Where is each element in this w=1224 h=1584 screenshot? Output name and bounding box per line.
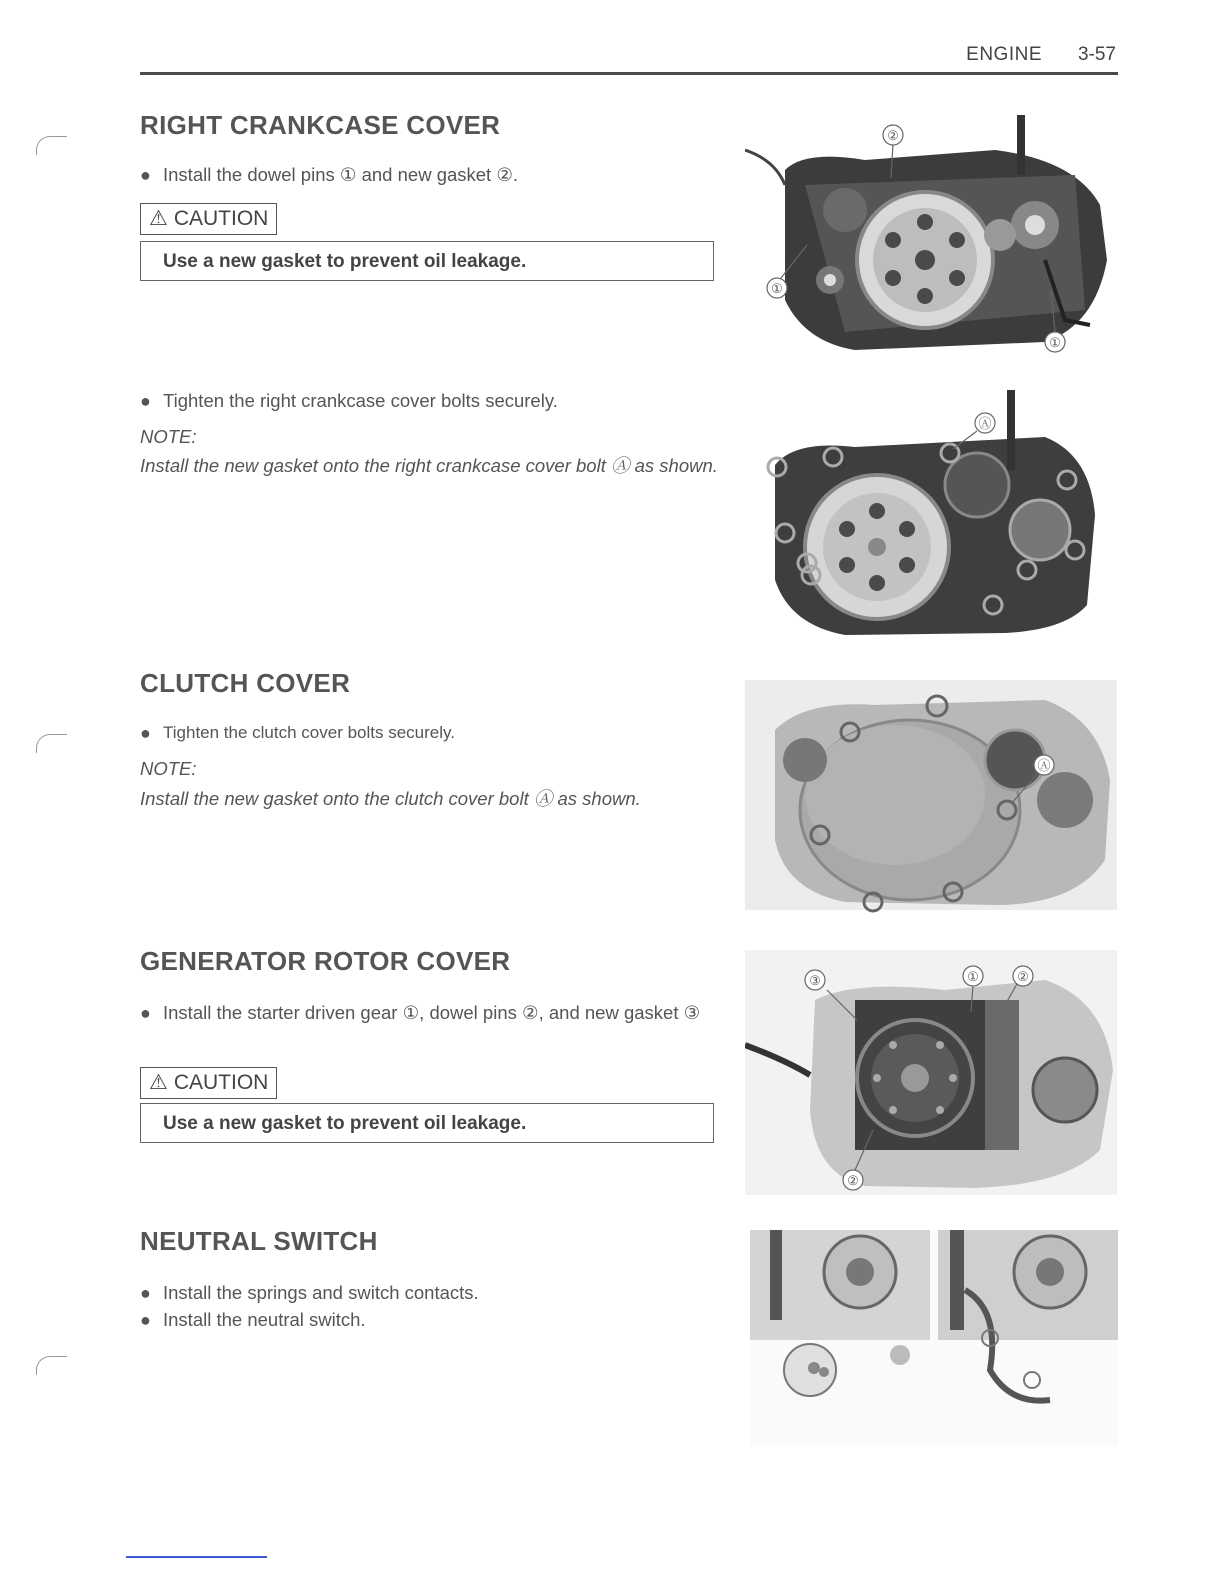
- callout-label: Ⓐ: [1037, 758, 1051, 773]
- caution-box: [140, 241, 714, 281]
- note-label: NOTE:: [140, 758, 197, 779]
- caution-tag: [140, 203, 277, 235]
- note-text: Install the new gasket onto the right crankcase cover bolt Ⓐ as shown.: [140, 455, 718, 476]
- list-item: [140, 1280, 730, 1306]
- section-name: ENGINE: [966, 44, 1042, 65]
- step-text: Install the springs and switch contacts.: [163, 1282, 479, 1303]
- heading-generator-rotor-cover: GENERATOR ROTOR COVER: [140, 946, 511, 976]
- heading-clutch-cover: CLUTCH COVER: [140, 668, 351, 698]
- binder-mark: [36, 136, 67, 155]
- binder-mark: [36, 1356, 67, 1375]
- callout-label: Ⓐ: [978, 416, 992, 431]
- warning-icon: ⚠: [149, 1071, 168, 1094]
- caution-label: CAUTION: [173, 207, 269, 230]
- callout-label: ②: [1017, 969, 1029, 984]
- step-text: Install the dowel pins ① and new gasket ②.: [163, 164, 519, 185]
- callout-label: ②: [847, 1173, 859, 1188]
- list-item: [140, 162, 730, 188]
- page-number: 3-57: [1077, 44, 1116, 65]
- caution-text: Use a new gasket to prevent oil leakage.: [163, 1113, 527, 1134]
- caution-label: CAUTION: [173, 1071, 269, 1094]
- note-text: Install the new gasket onto the clutch cover bolt Ⓐ as shown.: [140, 788, 641, 809]
- heading-right-crankcase-cover: RIGHT CRANKCASE COVER: [140, 110, 501, 140]
- callout-label: ①: [967, 969, 979, 984]
- heading-neutral-switch: NEUTRAL SWITCH: [140, 1226, 378, 1256]
- caution-box: [140, 1103, 714, 1143]
- footer-link-line: [126, 1556, 267, 1558]
- bullet-icon: ●: [140, 1310, 151, 1330]
- page-header: [140, 42, 1118, 75]
- step-text: Tighten the right crankcase cover bolts securely.: [163, 390, 558, 411]
- list-item: [140, 1000, 718, 1026]
- callout-label: ②: [887, 128, 899, 143]
- caution-tag: [140, 1067, 277, 1099]
- step-text: Install the neutral switch.: [163, 1309, 366, 1330]
- list-item: [140, 1307, 730, 1333]
- warning-icon: ⚠: [149, 207, 168, 230]
- binder-mark: [36, 734, 67, 753]
- callout-label: ①: [1049, 335, 1061, 350]
- generator-rotor-photo: [745, 950, 1117, 1195]
- bullet-icon: ●: [140, 1283, 151, 1303]
- callout-label: ①: [771, 281, 783, 296]
- callout-label: ③: [809, 973, 821, 988]
- bullet-icon: ●: [140, 1003, 151, 1023]
- list-item: [140, 388, 730, 414]
- crankcase-gasket-photo: [745, 110, 1117, 360]
- list-item: [140, 720, 730, 746]
- note-label: NOTE:: [140, 426, 197, 447]
- neutral-switch-photo: [750, 1230, 1118, 1445]
- bullet-icon: ●: [140, 165, 151, 185]
- bullet-icon: ●: [140, 391, 151, 411]
- bullet-icon: ●: [140, 723, 151, 743]
- step-text: Install the starter driven gear ①, dowel pins ②, and new gasket ③: [163, 1002, 701, 1023]
- step-text: Tighten the clutch cover bolts securely.: [163, 723, 455, 742]
- caution-text: Use a new gasket to prevent oil leakage.: [163, 251, 527, 272]
- crankcase-cover-bolts-photo: [745, 385, 1117, 640]
- clutch-cover-photo: [745, 670, 1117, 920]
